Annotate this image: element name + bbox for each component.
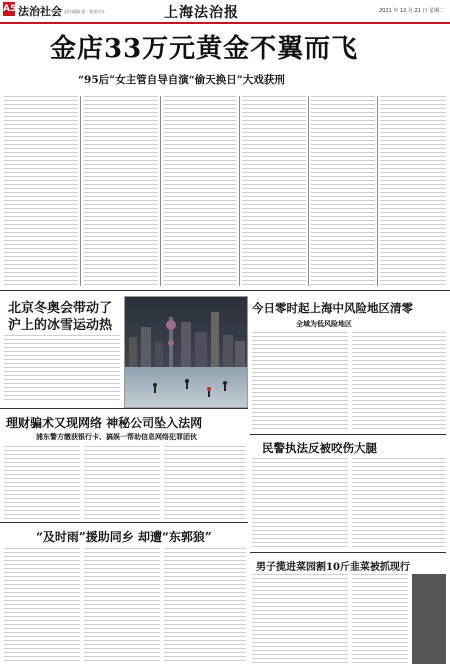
lead-story-column-3 [163,96,237,286]
story6-body-col2 [84,548,160,664]
lead-story-column-5 [311,96,375,286]
story6-body-col1 [4,548,80,664]
story2-headline-line2: 沪上的冰雪运动热 [8,318,113,333]
story6-headline: “及时雨”援助同乡 却遭“东郭狼” [36,530,212,544]
story7-headline: 男子揽进菜园割10斤韭菜被抓现行 [256,562,410,573]
story7-photo [412,574,446,664]
story3-body-col2 [352,332,446,430]
story4-subheadline: 浦东警方缴获银行卡、搞娱一帮助信息网络犯罪团伙 [36,432,197,441]
story6-body-col3 [164,548,246,664]
story4-body-col1 [4,446,80,520]
story2-body [4,335,120,403]
story3-body-col1 [252,332,348,430]
story7-body-col1 [252,574,348,664]
section-meta: 责任编辑 邵 · 视觉设计 · [64,9,108,14]
story3-subheadline: 全域为低风险地区 [296,319,352,328]
story5-body-col1 [252,458,348,548]
skyline-photo-illustration [125,297,247,407]
lead-headline: 金店33万元黄金不翼而飞 [50,34,359,64]
page-number-badge: A5 [3,4,17,14]
lead-story-column-6 [380,96,446,286]
story5-body-col2 [352,458,446,548]
lead-subheadline: “95后”女主管自导自演“偷天换日”大戏获刑 [78,74,285,86]
story2-headline-line1: 北京冬奥会带动了 [8,301,113,316]
story5-headline: 民警执法反被咬伤大腿 [262,441,377,455]
lead-story-column-4 [242,96,306,286]
masthead: 上海法治报 [164,5,239,21]
story7-body-col2 [352,574,408,664]
story4-body-col3 [164,446,246,520]
lead-story-column-1 [4,96,78,286]
section-title: 法治社会 [18,5,62,18]
story4-headline: 理财骗术又现网络 神秘公司坠入法网 [6,416,203,430]
story4-body-col2 [84,446,160,520]
issue-date: 2021 年 12 月 21 日 星期二 [379,8,444,14]
skating-rink-photo [124,296,248,408]
story3-headline: 今日零时起上海中风险地区清零 [252,301,413,315]
lead-story-column-2 [84,96,158,286]
